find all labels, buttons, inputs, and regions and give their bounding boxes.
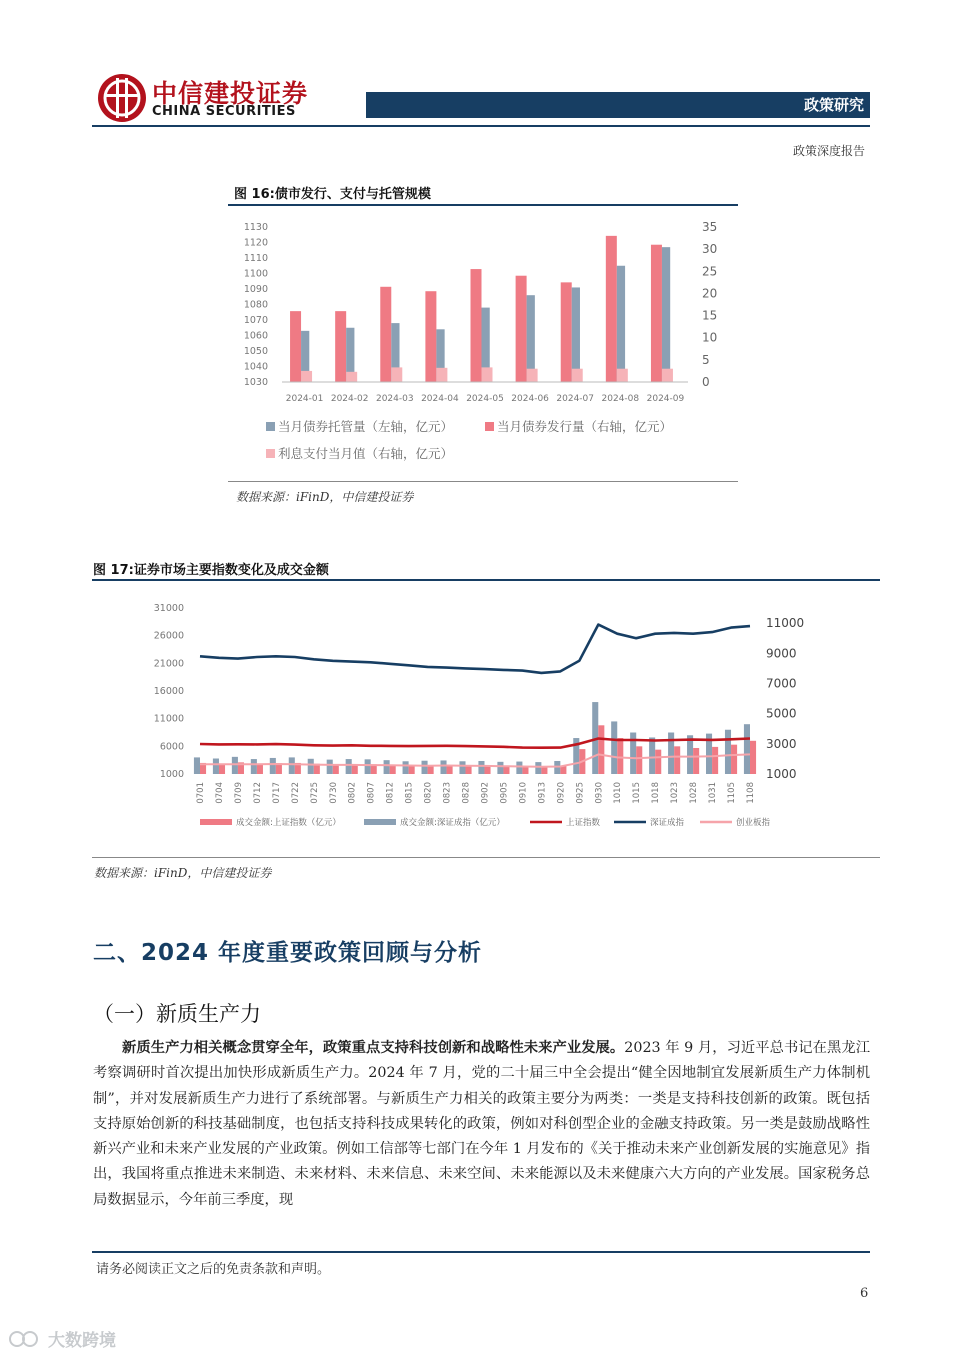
fig16-bar-interest [346, 372, 357, 382]
paragraph-body: 2023 年 9 月，习近平总书记在黑龙江考察调研时首次提出加快形成新质生产力。2024 年 7 月，党的二十届三中全会提出“健全因地制宜发展新质生产力体制机制”，并对发展新质生产力进行了系统部署。与新质生产力相关的政策主要分为两类：一类是支持科技创新的政策。既包括支持原始创新的科技基础制度，也包括支持科技成果转化的政策，例如对科创型企业的金融支持政策。另一类是鼓励战略性新兴产业和未来产业发展的产业政策。例如工信部等七部门在今年 1 月发布的《关于推动未来产业创新发展的实施意见》指出，我国将重点推进未来制造、未来材料、未来信息、未来空间、未来能源以及未来健康六大方向的产业发展。国家税务总局数据显示，今年前三季度，现 [93, 1040, 870, 1208]
fig17-category-label: 0820 [423, 782, 434, 804]
legend-interest: 利息支付当月值（右轴，亿元） [278, 446, 454, 461]
legend-custody: 当月债券托管量（左轴，亿元） [278, 419, 454, 434]
fig16-category-label: 2024-08 [601, 394, 640, 404]
fig17-bar-sz-turnover [308, 759, 314, 774]
legend-sz-index: 深证成指 [650, 818, 685, 828]
fig17-bar-sz-turnover [611, 721, 617, 774]
fig17-bar-sz-turnover [327, 760, 333, 774]
section-heading: 二、2024 年度重要政策回顾与分析 [93, 940, 483, 966]
fig17-bar-sh-turnover [390, 765, 396, 774]
legend-swatch-issuance [485, 422, 494, 431]
fig17-chart [92, 584, 880, 854]
legend-swatch-sh-turnover [200, 819, 232, 825]
fig16-bar-issuance [516, 276, 527, 382]
fig17-category-label: 0725 [309, 782, 320, 804]
fig17-category-label: 0812 [385, 782, 396, 804]
fig17-bar-sz-turnover [687, 735, 693, 774]
fig16-bar-issuance [471, 269, 482, 382]
fig16-category-label: 2024-01 [285, 394, 324, 404]
fig16-right-tick: 10 [702, 330, 718, 345]
legend-swatch-custody [266, 422, 275, 431]
fig16-left-tick: 1080 [243, 299, 268, 311]
fig16-chart [228, 210, 738, 472]
fig16-bar-interest [482, 367, 493, 382]
fig17-left-tick: 6000 [159, 741, 184, 753]
fig16-category-label: 2024-09 [646, 394, 685, 404]
fig17-category-label: 0823 [442, 782, 453, 804]
fig16-bar-custody [662, 247, 670, 382]
fig16-bar-interest [617, 369, 628, 382]
fig17-title: 图 17:证券市场主要指数变化及成交金额 [93, 563, 329, 578]
fig17-bar-sh-turnover [598, 725, 604, 774]
fig16-right-tick: 35 [702, 220, 718, 234]
fig17-left-tick: 21000 [153, 658, 184, 670]
fig17-category-label: 0709 [233, 782, 244, 804]
fig17-bar-sz-turnover [194, 757, 200, 774]
fig17-category-label: 0730 [328, 782, 339, 804]
fig17-left-tick: 11000 [153, 713, 184, 725]
fig17-bar-sz-turnover [649, 737, 655, 774]
fig17-line-chinext [200, 754, 750, 766]
fig16-bar-issuance [561, 282, 572, 382]
fig17-bar-sh-turnover [674, 746, 680, 774]
fig16-bar-interest [436, 368, 447, 382]
fig17-right-tick: 9000 [766, 646, 797, 661]
fig17-bar-sh-turnover [655, 750, 661, 774]
fig17-category-label: 0815 [404, 782, 415, 804]
fig16-bottom-rule [228, 481, 738, 482]
fig16-bar-issuance [290, 311, 301, 382]
fig16-category-label: 2024-06 [511, 394, 549, 404]
fig17-left-tick: 1000 [159, 769, 184, 780]
fig17-category-label: 0920 [556, 782, 567, 804]
legend-swatch-interest [266, 449, 275, 458]
fig17-bar-sh-turnover [693, 748, 699, 774]
fig16-category-label: 2024-02 [330, 394, 369, 404]
fig17-bar-sz-turnover [403, 761, 409, 774]
fig17-bar-sh-turnover [409, 766, 415, 774]
fig16-bar-issuance [380, 287, 391, 382]
fig17-line-sz-index [200, 625, 750, 673]
fig17-bar-sh-turnover [617, 738, 623, 774]
legend-sh-turnover: 成交金额:上证指数（亿元） [236, 818, 341, 828]
header-rule [92, 125, 870, 127]
fig16-right-tick: 15 [702, 308, 718, 323]
fig16-bar-custody [617, 266, 625, 382]
fig17-right-tick: 3000 [766, 736, 797, 751]
fig16-left-tick: 1030 [243, 377, 268, 388]
fig17-category-label: 0807 [366, 782, 377, 804]
fig17-category-label: 0722 [290, 782, 301, 804]
fig17-bar-sz-turnover [459, 761, 465, 774]
report-type: 政策深度报告 [792, 144, 865, 158]
fig17-category-label: 1023 [670, 782, 681, 804]
fig16-legend [266, 419, 672, 461]
legend-issuance: 当月债券发行量（右轴，亿元） [497, 419, 673, 434]
fig17-title-rule [92, 579, 880, 581]
legend-chinext: 创业板指 [736, 818, 771, 828]
fig16-left-tick: 1110 [243, 253, 268, 264]
fig16-left-tick: 1070 [243, 315, 268, 326]
fig17-bar-sh-turnover [503, 766, 509, 774]
fig17-left-tick: 31000 [153, 603, 184, 614]
watermark-icon [8, 1328, 44, 1350]
fig16-bar-interest [391, 367, 402, 382]
page-number: 6 [860, 1286, 869, 1301]
fig17-right-tick: 7000 [766, 676, 797, 691]
fig16-category-label: 2024-07 [556, 394, 595, 404]
fig17-source: 数据来源：iFinD，中信建投证券 [94, 866, 272, 880]
fig17-category-label: 0930 [594, 782, 605, 804]
fig16-category-label: 2024-03 [375, 394, 414, 404]
fig17-bar-sz-turnover [346, 759, 352, 774]
fig17-right-tick: 1000 [766, 767, 797, 781]
fig17-bar-sh-turnover [333, 765, 339, 774]
fig16-left-tick: 1040 [243, 361, 268, 373]
legend-sh-index: 上证指数 [566, 818, 601, 828]
fig17-category-label: 1018 [651, 782, 662, 804]
fig17-bar-sz-turnover [516, 762, 522, 774]
fig17-bar-sz-turnover [535, 762, 541, 774]
fig16-bar-issuance [606, 236, 617, 382]
fig17-bar-sz-turnover [744, 724, 750, 774]
fig17-category-label: 0712 [252, 782, 263, 804]
fig17-category-label: 0913 [537, 782, 548, 804]
legend-sz-turnover: 成交金额:深证成指（亿元） [400, 818, 505, 828]
fig17-category-label: 0905 [499, 782, 510, 804]
fig16-right-tick: 25 [702, 264, 718, 279]
fig17-bar-sz-turnover [478, 761, 484, 774]
fig17-bar-sz-turnover [365, 759, 371, 774]
paragraph-lead: 新质生产力相关概念贯穿全年，政策重点支持科技创新和战略性未来产业发展。 [122, 1040, 625, 1056]
fig17-line-sh-index [200, 739, 750, 748]
fig16-category-label: 2024-04 [421, 394, 459, 404]
fig17-bar-sz-turnover [440, 760, 446, 774]
disclaimer-note: 请务必阅读正文之后的免责条款和声明。 [96, 1262, 331, 1277]
section-paragraph [93, 1036, 870, 1213]
fig17-bar-sh-turnover [731, 745, 737, 774]
fig16-category-label: 2024-05 [466, 394, 504, 404]
fig17-bar-sz-turnover [270, 758, 276, 774]
fig17-category-label: 1105 [727, 782, 738, 804]
legend-swatch-sz-turnover [364, 819, 396, 825]
fig17-right-tick: 5000 [766, 706, 797, 721]
fig16-right-tick: 30 [702, 242, 718, 257]
fig17-category-label: 0910 [518, 782, 529, 804]
fig16-bar-issuance [335, 311, 346, 382]
fig16-bar-interest [527, 369, 538, 382]
company-logo [96, 72, 148, 124]
fig16-right-tick: 0 [702, 375, 710, 389]
fig16-title-rule [228, 204, 738, 206]
fig17-category-label: 1028 [689, 782, 700, 804]
section-subheading: （一）新质生产力 [93, 1002, 261, 1026]
fig16-title: 图 16:债市发行、支付与托管规模 [234, 187, 431, 202]
fig17-right-tick: 11000 [766, 616, 805, 631]
fig17-category-label: 0802 [347, 782, 358, 804]
fig17-bar-sh-turnover [466, 766, 472, 774]
fig16-bar-interest [301, 371, 312, 382]
fig16-left-tick: 1090 [243, 284, 268, 295]
fig16-bar-custody [572, 287, 580, 382]
fig17-bar-sh-turnover [750, 741, 756, 774]
fig17-category-label: 1010 [613, 782, 624, 804]
fig16-left-tick: 1100 [243, 268, 268, 280]
fig17-bar-sz-turnover [384, 760, 390, 774]
fig16-source: 数据来源：iFinD，中信建投证券 [236, 490, 414, 504]
fig17-bar-sz-turnover [497, 762, 503, 774]
fig17-left-tick: 26000 [153, 630, 184, 642]
fig17-bar-sz-turnover [725, 730, 731, 774]
logo-english: CHINA SECURITIES [152, 104, 296, 119]
fig17-bottom-rule [92, 857, 880, 858]
fig17-bar-sh-turnover [712, 747, 718, 774]
section-tag: 政策研究 [366, 92, 870, 118]
fig17-bar-sz-turnover [251, 759, 257, 774]
fig17-category-label: 0925 [575, 782, 586, 804]
fig16-bar-interest [572, 369, 583, 382]
fig16-bar-issuance [425, 291, 436, 382]
footer-rule [92, 1251, 870, 1253]
fig17-category-label: 0828 [461, 782, 472, 804]
watermark-text: 大数跨境 [48, 1331, 116, 1351]
fig17-bar-sz-turnover [213, 759, 219, 774]
fig16-left-tick: 1130 [243, 222, 268, 233]
fig17-category-label: 0704 [214, 782, 225, 804]
fig16-bar-issuance [651, 245, 662, 382]
fig16-left-tick: 1120 [243, 237, 268, 249]
fig17-left-tick: 16000 [153, 686, 184, 697]
watermark [8, 1326, 116, 1351]
fig17-bar-sh-turnover [428, 765, 434, 774]
fig17-category-label: 0717 [271, 782, 282, 804]
fig17-bar-sz-turnover [289, 757, 295, 774]
fig17-bar-sh-turnover [257, 764, 263, 774]
logo-chinese: 中信建投证券 [152, 79, 309, 108]
fig16-left-tick: 1060 [243, 330, 268, 342]
fig17-category-label: 0902 [480, 782, 491, 804]
fig17-bar-sz-turnover [422, 761, 428, 774]
fig16-left-tick: 1050 [243, 346, 268, 357]
fig16-bar-interest [662, 369, 673, 382]
fig17-category-label: 1031 [708, 782, 719, 804]
fig17-bar-sz-turnover [232, 757, 238, 774]
fig17-bar-sh-turnover [636, 746, 642, 774]
fig17-category-label: 1108 [746, 782, 756, 804]
fig16-right-tick: 20 [702, 286, 718, 301]
fig17-category-label: 0701 [196, 782, 206, 804]
fig16-right-tick: 5 [702, 352, 710, 367]
fig17-category-label: 1015 [632, 782, 643, 804]
fig17-legend [200, 817, 771, 828]
